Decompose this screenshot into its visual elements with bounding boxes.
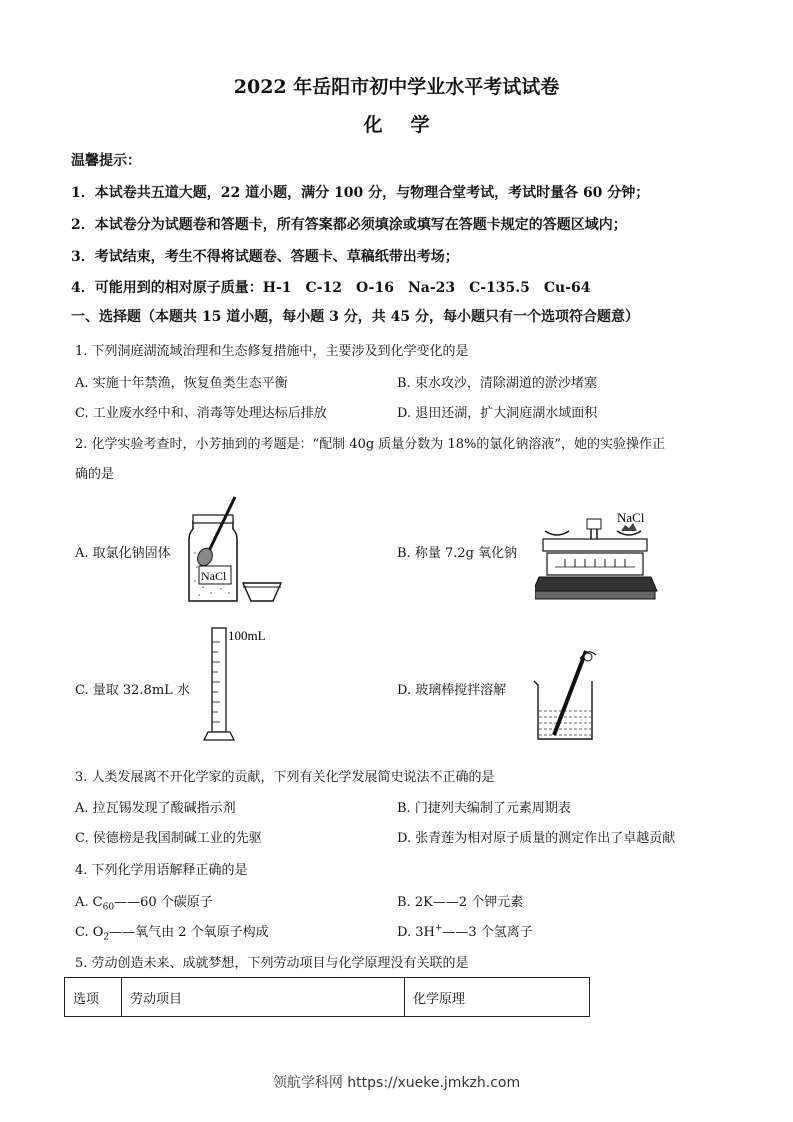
q1-option-c: C. 工业废水经中和、消毒等处理达标后排放: [75, 406, 327, 421]
cylinder-tube: [212, 628, 226, 732]
q2-option-c: C. 量取 32.8mL 水: [75, 683, 190, 698]
bottle-stopper: [243, 583, 281, 601]
q1-option-b: B. 束水攻沙，清除湖道的淤沙堵塞: [397, 376, 597, 391]
beaker-liquid: [539, 711, 591, 735]
glass-rod: [554, 651, 586, 735]
q3-stem: 3. 人类发展离不开化学家的贡献，下列有关化学发展简史说法不正确的是: [75, 770, 495, 785]
q4-stem: 4. 下列化学用语解释正确的是: [75, 863, 248, 878]
q2-stem-line2: 确的是: [75, 467, 115, 482]
table-header-principle: 化学原理: [405, 978, 590, 1017]
tip-2: 2．本试卷分为试题卷和答题卡，所有答案都必须填涂或填写在答题卡规定的答题区域内；: [71, 217, 627, 233]
q2-stem-line1: 2. 化学实验考查时，小芳抽到的考题是：“配制 40g 质量分数为 18%的氯化钠溶液”，她的实验操作正: [75, 437, 665, 452]
balance-base: [535, 577, 657, 591]
bottle-label: NaCl: [201, 569, 227, 583]
q2-option-d: D. 玻璃棒搅拌溶解: [397, 683, 507, 698]
q3-option-b: B. 门捷列夫编制了元素周期表: [397, 801, 571, 816]
q1-option-a: A. 实施十年禁渔，恢复鱼类生态平衡: [75, 376, 288, 391]
left-pan: [545, 531, 569, 535]
q3-option-a: A. 拉瓦锡发现了酸碱指示剂: [75, 801, 236, 816]
q4-option-d: D. 3H+——3 个氢离子: [397, 923, 533, 940]
balance-figure: [535, 505, 660, 605]
tips-heading: 温馨提示：: [71, 153, 141, 169]
beaker-stirring-figure: [528, 635, 608, 745]
q4-option-b: B. 2K——2 个钾元素: [397, 895, 524, 910]
q1-stem: 1. 下列洞庭湖流域治理和生态修复措施中，主要涉及到化学变化的是: [75, 344, 469, 359]
q3-option-d: D. 张青莲为相对原子质量的测定作出了卓越贡献: [397, 831, 676, 846]
right-pan: [617, 531, 641, 535]
tip-4: 4．可能用到的相对原子质量：H-1 C-12 O-16 Na-23 C-135.5 Cu-64: [71, 280, 591, 296]
weight: [587, 519, 601, 529]
graduated-cylinder-figure: [200, 622, 305, 746]
q4-option-a: A. $C_{60}——60$ 个碳原子: [75, 895, 213, 913]
cylinder-label: 100mL: [228, 628, 266, 643]
balance-label: NaCl: [617, 510, 645, 525]
bottle-outline: [189, 521, 237, 601]
section-1-heading: 一、选择题（本题共 15 道小题，每小题 3 分，共 45 分，每小题只有一个选项符合题意）: [71, 309, 639, 325]
reagent-bottle-figure: [185, 493, 285, 605]
tip-3: 3．考试结束，考生不得将试题卷、答题卡、草稿纸带出考场；: [71, 249, 459, 265]
q2-option-b: B. 称量 7.2g 氧化钠: [397, 546, 518, 561]
table-row: [65, 978, 590, 1017]
q5-table: [64, 977, 590, 1017]
q4-option-c: C. $O_2——$氧气由 2 个氧原子构成: [75, 925, 269, 943]
subject-title: 化学: [363, 114, 458, 136]
q3-option-c: C. 侯德榜是我国制碱工业的先驱: [75, 831, 262, 846]
balance-beam: [543, 539, 647, 551]
exam-title: 2022 年岳阳市初中学业水平考试试卷: [233, 76, 560, 98]
q2-option-a: A. 取氯化钠固体: [75, 546, 171, 561]
cylinder-base: [204, 732, 234, 740]
q1-option-d: D. 退田还湖，扩大洞庭湖水域面积: [397, 406, 598, 421]
footer-watermark: 领航学科网 https://xueke.jmkzh.com: [272, 1075, 521, 1091]
table-header-project: 劳动项目: [122, 978, 405, 1017]
q5-stem: 5. 劳动创造未来、成就梦想，下列劳动项目与化学原理没有关联的是: [75, 956, 469, 971]
table-header-option: 选项: [65, 978, 122, 1017]
tip-1: 1．本试卷共五道大题，22 道小题，满分 100 分，与物理合堂考试，考试时量各 60 分钟；: [71, 185, 650, 201]
